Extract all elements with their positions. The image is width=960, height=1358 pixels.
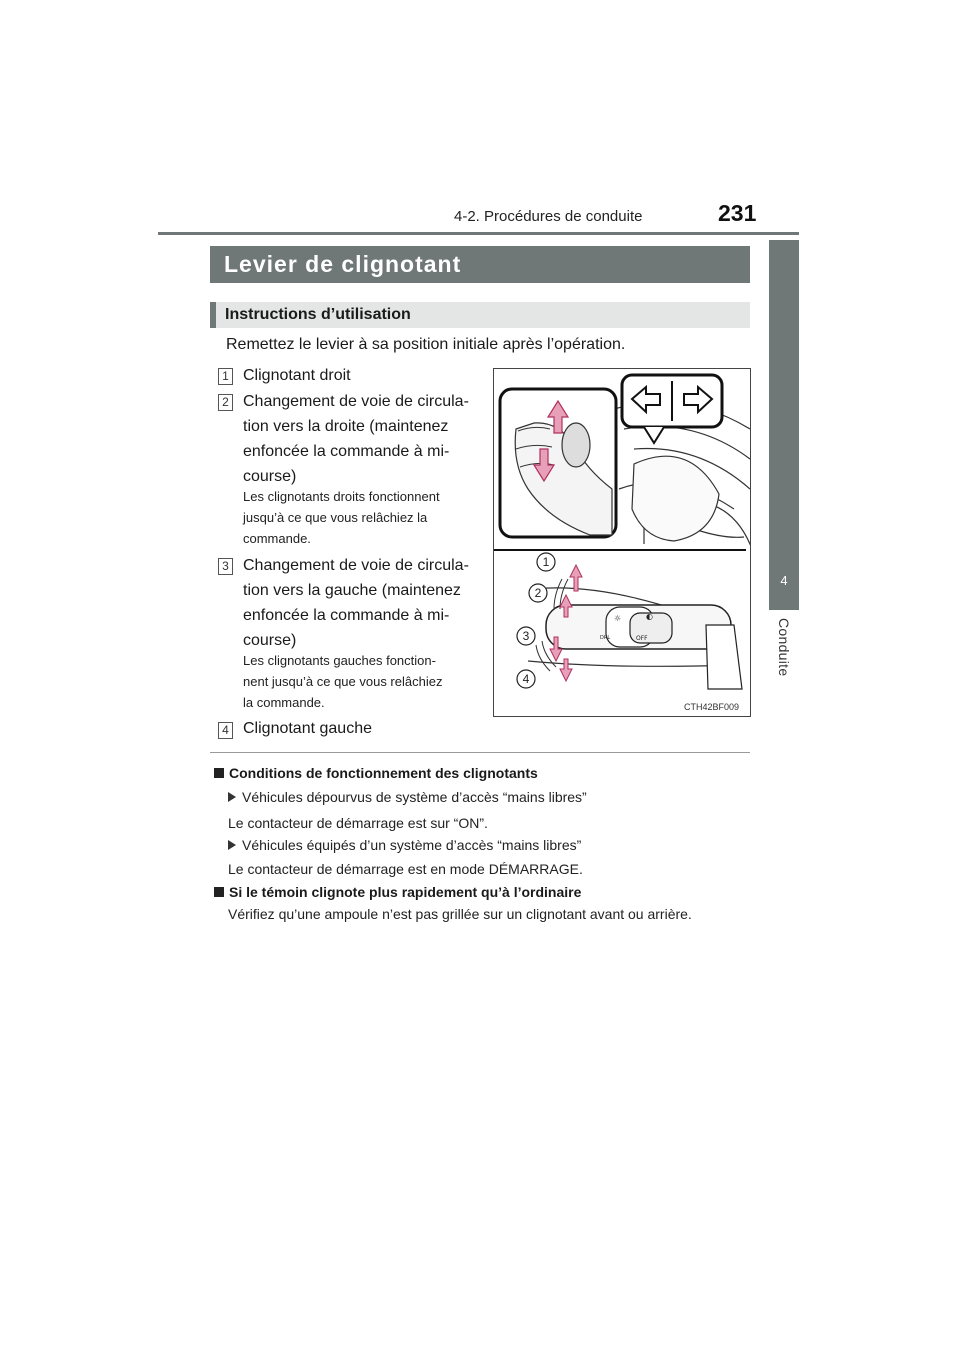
- svg-text:1: 1: [542, 555, 550, 569]
- item-2-line: course): [243, 468, 297, 485]
- header-rule: [158, 232, 799, 235]
- subtitle: Instructions d’utilisation: [225, 306, 411, 323]
- note-bullet-text: Véhicules équipés d’un système d’accès “mains libres”: [242, 837, 582, 853]
- section-heading: 4-2. Procédures de conduite: [454, 208, 643, 225]
- section-separator: [210, 752, 750, 753]
- item-2: [243, 389, 482, 489]
- subtitle-bar: [210, 302, 750, 328]
- note-heading-text: Conditions de fonctionnement des clignotants: [229, 765, 538, 781]
- item-1-line: Clignotant droit: [243, 367, 351, 384]
- item-3-note: [243, 650, 482, 713]
- triangle-bullet-icon: [228, 840, 236, 850]
- note-heading-1: [214, 765, 538, 781]
- down-arrow-icon: [560, 659, 572, 681]
- svg-text:DRL: DRL: [600, 635, 611, 641]
- item-3: [243, 553, 482, 653]
- page-number: 231: [718, 200, 757, 226]
- item-2-line: Changement de voie de circula-: [243, 393, 469, 410]
- note-bullet: [228, 789, 587, 805]
- triangle-bullet-icon: [228, 792, 236, 802]
- item-3-line: tion vers la gauche (maintenez: [243, 582, 461, 599]
- item-3-note-line: la commande.: [243, 695, 325, 710]
- item-3-line: Changement de voie de circula-: [243, 557, 469, 574]
- svg-text:2: 2: [534, 586, 542, 600]
- intro-text: Remettez le levier à sa position initiale après l’opération.: [226, 336, 626, 353]
- item-2-note-line: jusqu’à ce que vous relâchiez la: [243, 510, 428, 525]
- item-2-line: tion vers la droite (maintenez: [243, 418, 449, 435]
- item-2-line: enfoncée la commande à mi-: [243, 443, 450, 460]
- square-bullet-icon: [214, 887, 224, 897]
- item-number-2: 2: [218, 394, 233, 411]
- note-heading-text: Si le témoin clignote plus rapidement qu’à l’ordinaire: [229, 884, 582, 900]
- figure-illustration: [494, 369, 751, 717]
- item-number-1: 1: [218, 368, 233, 385]
- note-bullet-text: Véhicules dépourvus de système d’accès “mains libres”: [242, 789, 587, 805]
- note-text: Vérifiez qu’une ampoule n’est pas grillée sur un clignotant avant ou arrière.: [228, 906, 692, 922]
- item-2-note: [243, 486, 482, 549]
- svg-text:4: 4: [522, 672, 530, 686]
- item-number-4: 4: [218, 722, 233, 739]
- figure-code: CTH42BF009: [684, 702, 740, 712]
- up-arrow-icon: [570, 565, 582, 591]
- square-bullet-icon: [214, 768, 224, 778]
- title-bar: [210, 246, 750, 283]
- steering-wheel: [632, 456, 719, 541]
- note-bullet: [228, 837, 581, 853]
- item-4-line: Clignotant gauche: [243, 720, 372, 737]
- item-4: [243, 716, 482, 741]
- chapter-label: Conduite: [776, 618, 792, 677]
- note-text: Le contacteur de démarrage est en mode DÉMARRAGE.: [228, 861, 583, 877]
- svg-text:3: 3: [522, 629, 530, 643]
- chapter-number: 4: [780, 573, 788, 588]
- page-title: Levier de clignotant: [224, 251, 462, 277]
- item-number-3: 3: [218, 558, 233, 575]
- item-1: [243, 363, 482, 388]
- item-3-line: enfoncée la commande à mi-: [243, 607, 450, 624]
- item-3-note-line: nent jusqu’à ce que vous relâchiez: [243, 674, 443, 689]
- note-text: Le contacteur de démarrage est sur “ON”.: [228, 815, 488, 831]
- item-2-note-line: Les clignotants droits fonctionnent: [243, 489, 440, 504]
- item-2-note-line: commande.: [243, 531, 311, 546]
- note-heading-2: [214, 884, 581, 900]
- svg-text:◐: ◐: [646, 612, 653, 621]
- svg-text:OFF: OFF: [636, 635, 648, 642]
- item-3-line: course): [243, 632, 297, 649]
- item-3-note-line: Les clignotants gauches fonction-: [243, 653, 436, 668]
- chapter-tab: [769, 240, 799, 610]
- svg-text:☼: ☼: [614, 614, 622, 623]
- turn-signal-figure: [493, 368, 751, 717]
